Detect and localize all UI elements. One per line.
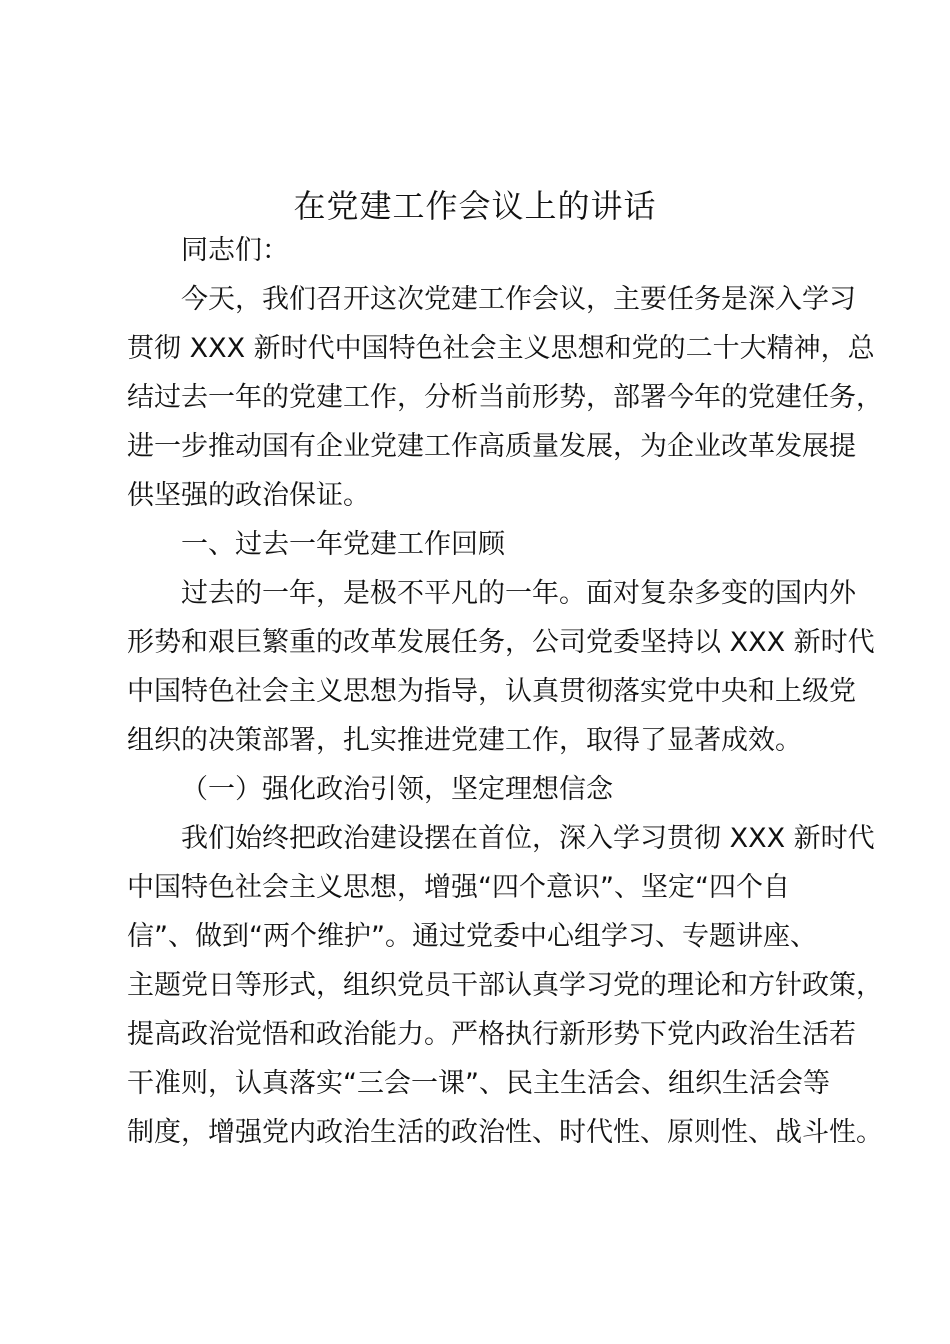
paragraph-line: 进一步推动国有企业党建工作高质量发展，为企业改革发展提 [127, 431, 856, 462]
paragraph-line: 贯彻 XXX 新时代中国特色社会主义思想和党的二十大精神，总 [127, 333, 875, 364]
paragraph-line: 信”、做到“两个维护”。通过党委中心组学习、专题讲座、 [127, 921, 817, 952]
section1-paragraph [127, 569, 875, 765]
paragraph-line: 中国特色社会主义思想为指导，认真贯彻落实党中央和上级党 [127, 676, 856, 707]
paragraph-line: 供坚强的政治保证。 [127, 480, 370, 511]
paragraph-line: 我们始终把政治建设摆在首位，深入学习贯彻 XXX 新时代 [181, 823, 875, 854]
subsection1-paragraph [127, 814, 883, 1157]
paragraph-line: 过去的一年，是极不平凡的一年。面对复杂多变的国内外 [181, 578, 856, 609]
paragraph-line: 制度，增强党内政治生活的政治性、时代性、原则性、战斗性。 [127, 1117, 883, 1148]
intro-paragraph [127, 275, 883, 520]
section-heading: 一、过去一年党建工作回顾 [181, 529, 505, 560]
paragraph-line: 今天，我们召开这次党建工作会议，主要任务是深入学习 [181, 284, 856, 315]
paragraph-line: 中国特色社会主义思想，增强“四个意识”、坚定“四个自 [127, 872, 790, 903]
subsection-heading: （一）强化政治引领，坚定理想信念 [181, 774, 613, 805]
paragraph-line: 组织的决策部署，扎实推进党建工作，取得了显著成效。 [127, 725, 802, 756]
paragraph-line: 提高政治觉悟和政治能力。严格执行新形势下党内政治生活若 [127, 1019, 856, 1050]
paragraph-line: 主题党日等形式，组织党员干部认真学习党的理论和方针政策， [127, 970, 883, 1001]
paragraph-line: 结过去一年的党建工作，分析当前形势，部署今年的党建任务， [127, 382, 883, 413]
paragraph-line: 形势和艰巨繁重的改革发展任务，公司党委坚持以 XXX 新时代 [127, 627, 875, 658]
salutation: 同志们： [181, 235, 289, 266]
document-title: 在党建工作会议上的讲话 [293, 187, 657, 225]
document-body [127, 226, 883, 1157]
paragraph-line: 干准则，认真落实“三会一课”、民主生活会、组织生活会等 [127, 1068, 830, 1099]
